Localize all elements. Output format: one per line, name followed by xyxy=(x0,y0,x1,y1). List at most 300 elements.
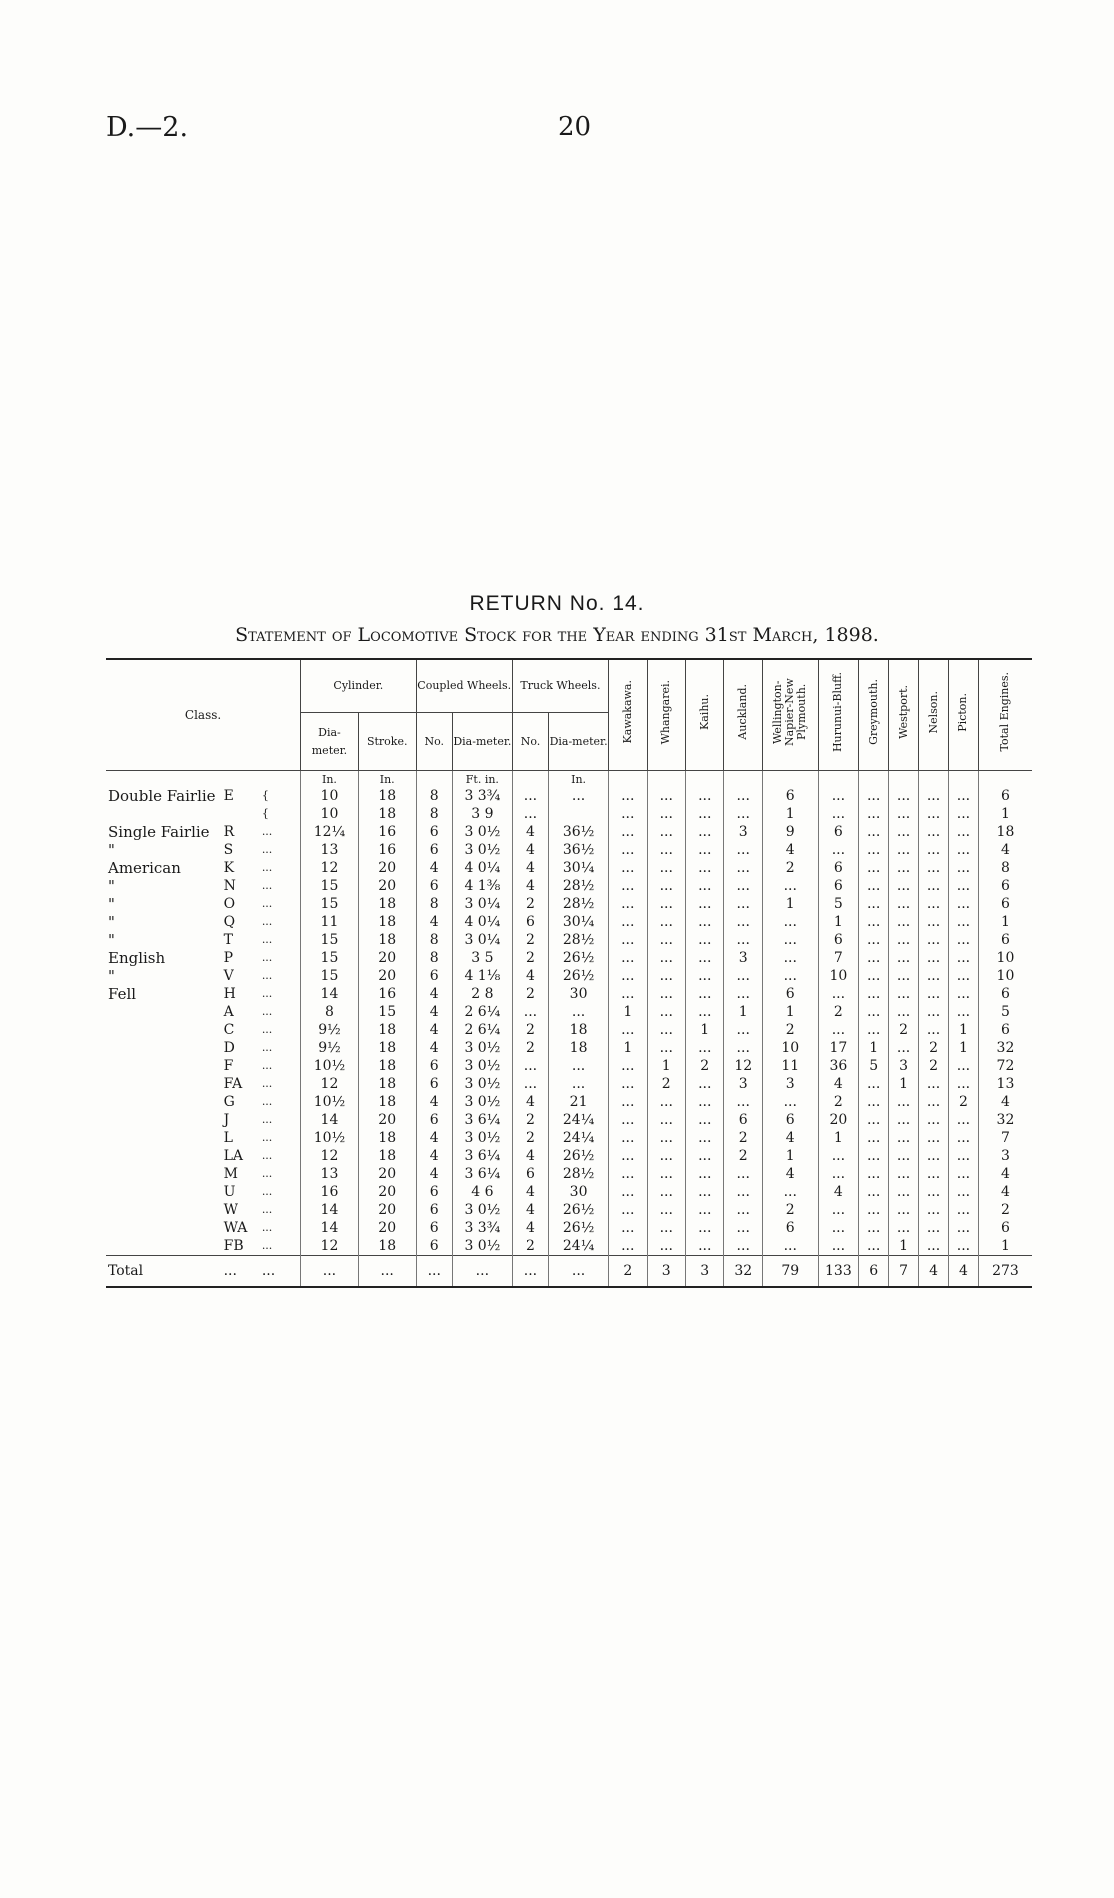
section-count: ... xyxy=(919,1147,949,1165)
coupled-wheels-diameter: 3 0¼ xyxy=(452,895,512,913)
section-count: 1 xyxy=(762,1003,818,1021)
section-count: ... xyxy=(949,823,979,841)
section-header-kaihu: Kaihu. xyxy=(686,659,724,771)
section-count: ... xyxy=(889,787,919,805)
section-count: ... xyxy=(762,1093,818,1111)
section-count: ... xyxy=(686,859,724,877)
section-count: ... xyxy=(919,1129,949,1147)
section-count: 6 xyxy=(762,1219,818,1237)
coupled-wheels-no: 4 xyxy=(416,1129,452,1147)
truck-wheels-diameter: 30¼ xyxy=(549,913,609,931)
coupled-wheels-no: 6 xyxy=(416,1237,452,1256)
coupled-wheels-diameter: 3 6¼ xyxy=(452,1165,512,1183)
section-count: 1 xyxy=(647,1057,685,1075)
coupled-wheels-no: 6 xyxy=(416,1111,452,1129)
total-engines: 1 xyxy=(978,913,1032,931)
total-engines: 7 xyxy=(978,1129,1032,1147)
coupled-wheels-no: 8 xyxy=(416,931,452,949)
table-row xyxy=(106,1093,1032,1111)
section-count: 5 xyxy=(818,895,859,913)
section-count: 5 xyxy=(859,1057,889,1075)
section-header-westport: Westport. xyxy=(889,659,919,771)
coupled-wheels-no: 6 xyxy=(416,1057,452,1075)
section-count: ... xyxy=(859,967,889,985)
truck-wheels-no: 4 xyxy=(512,1201,548,1219)
truck-wheels-no: 4 xyxy=(512,1183,548,1201)
section-count: ... xyxy=(889,913,919,931)
coupled-no-header: No. xyxy=(416,713,452,771)
section-count: ... xyxy=(609,895,647,913)
section-count: 1 xyxy=(762,805,818,823)
section-count: ... xyxy=(609,1165,647,1183)
truck-wheels-no: ... xyxy=(512,1057,548,1075)
section-count: ... xyxy=(919,1183,949,1201)
section-count: ... xyxy=(724,985,762,1003)
section-count: ... xyxy=(949,895,979,913)
coupled-wheels-diameter: 3 6¼ xyxy=(452,1147,512,1165)
section-count: ... xyxy=(889,985,919,1003)
class-letter: A xyxy=(223,1004,234,1020)
section-count: ... xyxy=(724,1039,762,1057)
cylinder-diameter: 8 xyxy=(301,1003,359,1021)
class-name xyxy=(106,1129,224,1147)
table-row xyxy=(106,1201,1032,1219)
section-count: ... xyxy=(686,1237,724,1256)
section-count: ... xyxy=(949,1183,979,1201)
section-count: ... xyxy=(818,787,859,805)
section-count: 4 xyxy=(818,1183,859,1201)
cylinder-diameter: 14 xyxy=(301,1111,359,1129)
section-count: ... xyxy=(609,1075,647,1093)
cylinder-diameter: 10 xyxy=(301,805,359,823)
section-count: ... xyxy=(889,1039,919,1057)
section-count: 2 xyxy=(818,1003,859,1021)
section-count: ... xyxy=(919,949,949,967)
section-count: ... xyxy=(859,895,889,913)
total-blank: ... xyxy=(512,1256,548,1288)
class-letter: P xyxy=(223,950,234,966)
section-count: ... xyxy=(919,1219,949,1237)
section-count: ... xyxy=(859,1003,889,1021)
class-separator: ... xyxy=(261,1059,273,1072)
section-count: ... xyxy=(889,823,919,841)
class-separator: ... xyxy=(261,1203,273,1216)
cylinder-diameter: 10½ xyxy=(301,1057,359,1075)
class-separator: ... xyxy=(261,1131,273,1144)
cylinder-stroke: 18 xyxy=(358,1147,416,1165)
coupled-wheels-diameter: 3 0¼ xyxy=(452,931,512,949)
section-count: 1 xyxy=(762,1147,818,1165)
class-letter: S xyxy=(223,842,234,858)
total-section-count: 2 xyxy=(609,1256,647,1288)
class-name: English xyxy=(108,949,166,967)
section-count: ... xyxy=(647,877,685,895)
page-number: 20 xyxy=(558,112,592,142)
section-header-auckland: Auckland. xyxy=(724,659,762,771)
section-count: ... xyxy=(859,1075,889,1093)
unit-stroke: In. xyxy=(358,771,416,788)
section-count: ... xyxy=(647,1219,685,1237)
coupled-wheels-diameter: 3 9 xyxy=(452,805,512,823)
cylinder-diameter: 10 xyxy=(301,787,359,805)
section-count: 9 xyxy=(762,823,818,841)
truck-wheels-no: ... xyxy=(512,1003,548,1021)
section-count: 3 xyxy=(724,823,762,841)
coupled-wheels-no: 4 xyxy=(416,1021,452,1039)
class-letter: FA xyxy=(223,1076,243,1092)
cylinder-stroke: 20 xyxy=(358,877,416,895)
truck-wheels-diameter: 24¼ xyxy=(549,1111,609,1129)
cylinder-stroke: 20 xyxy=(358,859,416,877)
section-count: ... xyxy=(949,1129,979,1147)
truck-wheels-diameter: 36½ xyxy=(549,841,609,859)
section-count: ... xyxy=(889,1111,919,1129)
truck-wheels-no: 6 xyxy=(512,913,548,931)
section-count: ... xyxy=(724,1219,762,1237)
statement-title: Statement of Locomotive Stock for the Year ending 31st March, 1898. xyxy=(235,624,879,646)
section-count: ... xyxy=(949,1219,979,1237)
coupled-wheels-diameter: 4 6 xyxy=(452,1183,512,1201)
section-count: ... xyxy=(724,931,762,949)
page-reference: D.—2. xyxy=(106,112,189,143)
section-count: ... xyxy=(919,1237,949,1256)
class-separator: ... xyxy=(261,1005,273,1018)
coupled-wheels-no: 8 xyxy=(416,805,452,823)
truck-wheels-header: Truck Wheels. xyxy=(512,659,608,713)
truck-wheels-diameter: ... xyxy=(549,1057,609,1075)
table-row xyxy=(106,1039,1032,1057)
section-count: 6 xyxy=(818,823,859,841)
truck-wheels-diameter: 28½ xyxy=(549,895,609,913)
section-count: ... xyxy=(859,1147,889,1165)
total-section-count: 4 xyxy=(949,1256,979,1288)
section-count: 2 xyxy=(762,1201,818,1219)
class-letter: D xyxy=(223,1040,235,1056)
truck-wheels-diameter: 24¼ xyxy=(549,1129,609,1147)
section-count: ... xyxy=(724,1021,762,1039)
coupled-wheels-no: 4 xyxy=(416,1003,452,1021)
truck-wheels-diameter: 30 xyxy=(549,1183,609,1201)
coupled-wheels-no: 4 xyxy=(416,859,452,877)
section-count: ... xyxy=(889,1219,919,1237)
total-engines: 6 xyxy=(978,787,1032,805)
cylinder-stroke: 18 xyxy=(358,931,416,949)
section-count: 10 xyxy=(818,967,859,985)
cylinder-header: Cylinder. xyxy=(301,659,416,713)
section-count: ... xyxy=(949,1201,979,1219)
grand-total: 273 xyxy=(978,1256,1032,1288)
section-count: 6 xyxy=(818,859,859,877)
section-count: ... xyxy=(609,1183,647,1201)
section-count: ... xyxy=(859,1111,889,1129)
class-letter: U xyxy=(223,1184,236,1200)
coupled-wheels-no: 6 xyxy=(416,1075,452,1093)
cylinder-stroke: 20 xyxy=(358,1183,416,1201)
section-count: 3 xyxy=(724,949,762,967)
truck-wheels-diameter: 26½ xyxy=(549,1219,609,1237)
class-name: " xyxy=(108,967,115,985)
section-count: 4 xyxy=(818,1075,859,1093)
coupled-wheels-diameter: 3 0½ xyxy=(452,1201,512,1219)
class-name xyxy=(106,1237,224,1256)
table-row xyxy=(106,1129,1032,1147)
section-count: ... xyxy=(919,877,949,895)
class-letter: R xyxy=(223,824,235,840)
section-count: ... xyxy=(889,967,919,985)
class-separator: ... xyxy=(261,1077,273,1090)
unit-coupled-diameter: Ft. in. xyxy=(452,771,512,788)
truck-wheels-no: 2 xyxy=(512,1129,548,1147)
truck-wheels-diameter: ... xyxy=(549,1075,609,1093)
cylinder-diameter: 14 xyxy=(301,1219,359,1237)
section-count: ... xyxy=(949,1111,979,1129)
section-count: 1 xyxy=(609,1003,647,1021)
section-count: ... xyxy=(647,1093,685,1111)
section-count: 3 xyxy=(724,1075,762,1093)
truck-wheels-no: 2 xyxy=(512,985,548,1003)
total-engines: 32 xyxy=(978,1039,1032,1057)
section-count: ... xyxy=(859,985,889,1003)
cylinder-diameter: 9½ xyxy=(301,1039,359,1057)
section-count: ... xyxy=(949,787,979,805)
coupled-wheels-no: 6 xyxy=(416,841,452,859)
total-engines: 4 xyxy=(978,1183,1032,1201)
section-count: ... xyxy=(919,913,949,931)
section-count: 6 xyxy=(762,985,818,1003)
cylinder-diameter: 15 xyxy=(301,931,359,949)
coupled-wheels-diameter: 3 0½ xyxy=(452,1093,512,1111)
section-count: ... xyxy=(647,1003,685,1021)
cylinder-diameter: 10½ xyxy=(301,1129,359,1147)
section-count: ... xyxy=(609,1147,647,1165)
cylinder-diameter: 12 xyxy=(301,1237,359,1256)
class-letter: C xyxy=(223,1022,235,1038)
section-count: ... xyxy=(609,949,647,967)
class-name: " xyxy=(108,913,115,931)
total-engines: 6 xyxy=(978,877,1032,895)
table-row xyxy=(106,1111,1032,1129)
section-count: 1 xyxy=(762,895,818,913)
section-count: 1 xyxy=(889,1075,919,1093)
total-dots: ... xyxy=(224,1256,258,1288)
truck-wheels-no: 4 xyxy=(512,1093,548,1111)
section-count: 3 xyxy=(889,1057,919,1075)
section-count: ... xyxy=(609,1111,647,1129)
class-name: " xyxy=(108,895,115,913)
section-count: ... xyxy=(949,1057,979,1075)
class-name: " xyxy=(108,931,115,949)
section-count: ... xyxy=(609,805,647,823)
section-count: ... xyxy=(889,1003,919,1021)
total-engines: 1 xyxy=(978,1237,1032,1256)
section-count: ... xyxy=(762,877,818,895)
class-letter: Q xyxy=(223,914,236,930)
section-count: ... xyxy=(647,967,685,985)
coupled-wheels-no: 4 xyxy=(416,1165,452,1183)
section-count: ... xyxy=(919,1165,949,1183)
class-letter: M xyxy=(223,1166,238,1182)
class-separator: ... xyxy=(261,1167,273,1180)
truck-wheels-no: 4 xyxy=(512,1147,548,1165)
section-count: 2 xyxy=(762,1021,818,1039)
locomotive-stock-table xyxy=(106,658,1032,1288)
truck-wheels-diameter xyxy=(549,805,609,823)
total-engines: 6 xyxy=(978,895,1032,913)
section-count: ... xyxy=(724,877,762,895)
truck-wheels-no: 4 xyxy=(512,967,548,985)
truck-wheels-diameter: 28½ xyxy=(549,1165,609,1183)
section-count: ... xyxy=(919,805,949,823)
class-name xyxy=(106,1057,224,1075)
truck-no-header: No. xyxy=(512,713,548,771)
section-count: 2 xyxy=(724,1147,762,1165)
table-row xyxy=(106,1165,1032,1183)
class-name: Double Fairlie xyxy=(108,787,216,805)
cylinder-stroke: 18 xyxy=(358,1237,416,1256)
truck-wheels-diameter: 30¼ xyxy=(549,859,609,877)
section-count: ... xyxy=(818,1147,859,1165)
section-count: ... xyxy=(859,1129,889,1147)
coupled-wheels-diameter: 3 3¾ xyxy=(452,1219,512,1237)
section-count: ... xyxy=(859,823,889,841)
section-count: ... xyxy=(818,1201,859,1219)
section-count: ... xyxy=(889,949,919,967)
section-count: ... xyxy=(686,1093,724,1111)
total-engines: 10 xyxy=(978,949,1032,967)
truck-wheels-diameter: ... xyxy=(549,1003,609,1021)
coupled-wheels-diameter: 2 8 xyxy=(452,985,512,1003)
section-count: ... xyxy=(609,1201,647,1219)
section-count: 6 xyxy=(818,877,859,895)
section-count: ... xyxy=(686,1003,724,1021)
table-row xyxy=(106,1147,1032,1165)
section-count: ... xyxy=(647,895,685,913)
section-count: ... xyxy=(724,1237,762,1256)
section-count: ... xyxy=(818,1237,859,1256)
section-count: ... xyxy=(724,967,762,985)
class-name xyxy=(106,1201,224,1219)
coupled-wheels-no: 8 xyxy=(416,787,452,805)
class-name xyxy=(106,1165,224,1183)
section-count: 2 xyxy=(686,1057,724,1075)
class-name xyxy=(106,1075,224,1093)
section-count: ... xyxy=(859,1093,889,1111)
cylinder-stroke: 16 xyxy=(358,841,416,859)
truck-wheels-no: 6 xyxy=(512,1165,548,1183)
class-separator: ... xyxy=(261,987,273,1000)
section-count: ... xyxy=(818,1165,859,1183)
section-count: ... xyxy=(919,1111,949,1129)
truck-wheels-diameter: 26½ xyxy=(549,949,609,967)
cylinder-stroke: 20 xyxy=(358,949,416,967)
class-name xyxy=(106,1111,224,1129)
coupled-wheels-diameter: 3 3¾ xyxy=(452,787,512,805)
cylinder-diameter: 15 xyxy=(301,895,359,913)
cylinder-diameter: 12 xyxy=(301,859,359,877)
cylinder-diameter: 12¼ xyxy=(301,823,359,841)
coupled-wheels-diameter: 3 0½ xyxy=(452,1129,512,1147)
section-count: ... xyxy=(686,931,724,949)
section-count: ... xyxy=(724,1093,762,1111)
table-row xyxy=(106,1237,1032,1256)
section-count: 2 xyxy=(919,1039,949,1057)
section-count: ... xyxy=(949,805,979,823)
section-header-kawakawa: Kawakawa. xyxy=(609,659,647,771)
coupled-wheels-header: Coupled Wheels. xyxy=(416,659,512,713)
truck-wheels-diameter: 30 xyxy=(549,985,609,1003)
class-header: Class. xyxy=(106,659,301,771)
section-count: ... xyxy=(647,949,685,967)
class-letter xyxy=(224,805,258,823)
section-count: ... xyxy=(609,1021,647,1039)
section-count: ... xyxy=(889,1201,919,1219)
section-count: ... xyxy=(647,1111,685,1129)
coupled-wheels-diameter: 4 0¼ xyxy=(452,859,512,877)
cylinder-diameter: 15 xyxy=(301,949,359,967)
table-row xyxy=(106,859,1032,877)
table-row xyxy=(106,913,1032,931)
section-count: ... xyxy=(949,841,979,859)
unit-cylinder-diameter: In. xyxy=(301,771,359,788)
section-count: 36 xyxy=(818,1057,859,1075)
section-count: ... xyxy=(724,859,762,877)
cylinder-stroke: 18 xyxy=(358,913,416,931)
truck-wheels-diameter: 28½ xyxy=(549,877,609,895)
section-header-whangarei: Whangarei. xyxy=(647,659,685,771)
units-row xyxy=(106,771,1032,788)
section-count: ... xyxy=(647,1129,685,1147)
truck-wheels-no: 2 xyxy=(512,895,548,913)
section-count: 2 xyxy=(919,1057,949,1075)
section-count: ... xyxy=(686,1147,724,1165)
class-name: Single Fairlie xyxy=(108,823,210,841)
section-count: ... xyxy=(859,1219,889,1237)
section-count: ... xyxy=(647,985,685,1003)
class-name xyxy=(106,1183,224,1201)
coupled-wheels-diameter: 4 1⅛ xyxy=(452,967,512,985)
section-count: 1 xyxy=(609,1039,647,1057)
coupled-wheels-no: 4 xyxy=(416,1147,452,1165)
section-count: 1 xyxy=(949,1021,979,1039)
coupled-wheels-no: 6 xyxy=(416,823,452,841)
coupled-wheels-no: 6 xyxy=(416,1219,452,1237)
section-count: ... xyxy=(949,1147,979,1165)
section-count: 1 xyxy=(818,913,859,931)
section-count: ... xyxy=(686,895,724,913)
cylinder-stroke: 18 xyxy=(358,805,416,823)
cylinder-diameter: 16 xyxy=(301,1183,359,1201)
section-count: ... xyxy=(724,787,762,805)
class-separator: ... xyxy=(261,861,273,874)
class-name xyxy=(106,805,224,823)
total-engines: 6 xyxy=(978,1219,1032,1237)
class-letter: J xyxy=(223,1112,230,1128)
class-letter: FB xyxy=(223,1238,244,1254)
cylinder-diameter: 14 xyxy=(301,985,359,1003)
class-separator: ... xyxy=(261,1113,273,1126)
section-count: ... xyxy=(919,1201,949,1219)
section-count: ... xyxy=(949,1237,979,1256)
section-count: ... xyxy=(647,787,685,805)
section-count: ... xyxy=(859,787,889,805)
class-separator: ... xyxy=(261,879,273,892)
section-count: ... xyxy=(919,931,949,949)
table-row xyxy=(106,787,1032,805)
class-name xyxy=(106,1147,224,1165)
cylinder-diameter: 14 xyxy=(301,1201,359,1219)
section-count: ... xyxy=(919,985,949,1003)
coupled-wheels-no: 6 xyxy=(416,1201,452,1219)
